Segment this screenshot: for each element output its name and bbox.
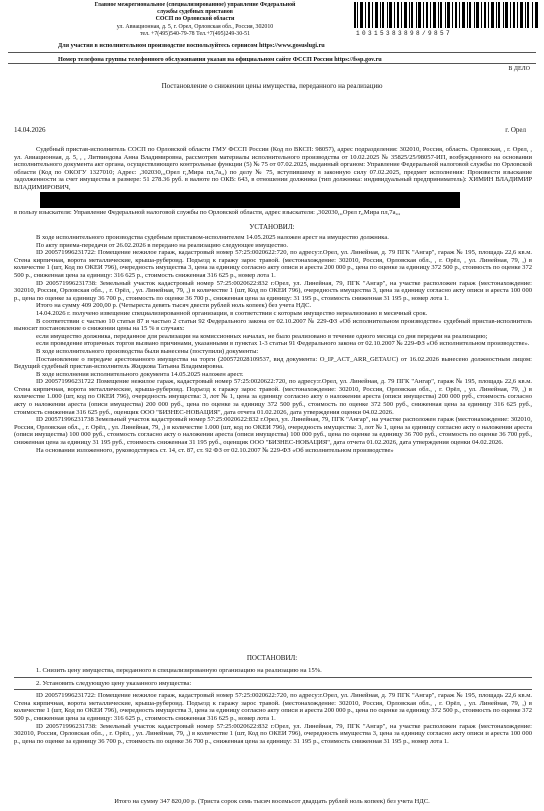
resolved-section xyxy=(14,667,532,745)
divider xyxy=(14,689,532,690)
resolution-item: 2. Установить следующую цену указанного имущества: xyxy=(36,679,192,687)
resolution-item: 1. Снизить цену имущества, переданного в специализированную организацию на реализацию на 15%. xyxy=(36,667,322,674)
barcode-number: 10315383898/9857 xyxy=(356,30,453,37)
agency-name-line1: Главное межрегиональное (специализированное) управление Федеральной xyxy=(94,2,296,8)
document-date: 14.04.2026 xyxy=(14,126,46,134)
agency-header xyxy=(40,2,350,38)
paragraph: В ходе исполнительного производства были вынесены (поступили) документы: xyxy=(36,347,259,355)
agency-name-line2: службы судебных приставов xyxy=(157,9,233,16)
paragraph: ID 200571996231738: Земельный участок кадастровый номер 57:25:0020622:832 г.Орел, ул. Линейная, 79, ПГК "Ангар", на участке расположен гараж (местонахождение: 302010, Россия, Орловская обл., , г. Орёл, , ул. Линейная, 79, ,) в количестве 1 (шт, Код по ОКЕИ 796), очередность имущества 3, цена за единицу согласно акту описи и ареста 100 000 р., цена по оценке за единицу 36 700 р., стоимость по оценке 36 700 р., сниженная цена за единицу: 31 195 р., стоимость сниженная 31 195 р., номер лота 1. xyxy=(14,279,532,302)
total-summary: Итого на сумму 347 820,00 р. (Триста сорок семь тысяч восемьсот двадцать рублей ноль копеек) без учета НДС. xyxy=(114,798,430,805)
divider xyxy=(8,52,536,53)
resolved-heading: ПОСТАНОВИЛ: xyxy=(246,654,298,662)
paragraph: Итого на сумму 409 200,00 р. (Четыреста девять тысяч двести рублей ноль копеек) без учета НДС. xyxy=(36,302,312,310)
case-file-mark: В ДЕЛО xyxy=(508,66,530,72)
intro-paragraph-cont: в пользу взыскателя: Управление Федеральной налоговой службы по Орловской области, адрес взыскателя: ,302030,,,Орел г,,Мира пл,7а,,, xyxy=(14,208,401,216)
paragraph: По акту приема-передачи от 26.02.2026 в передано на реализацию следующее имущество. xyxy=(36,241,289,249)
paragraph: В ходе исполнительного производства судебным приставом-исполнителем 14.05.2025 наложен арест на имущество должника. xyxy=(36,234,389,241)
intro-paragraph: Судебный пристав-исполнитель СОСП по Орловской области ГМУ ФССП России (Код по ВКСП: 98057), адрес подразделения: 302010, Россия, область. Орловская, , г. Орел, , ул. Авиационная, д. 5, , , Литвиндова Анна Владимировна, рассмотрев материалы исполнительного производства от 10.02.2025 № 35825/25/98057-ИП, возбужденного на основании исполнительного документа акт органа, осуществляющего контрольные функции (5) № 75 от 07.02.2025, выданный органом: Управление Федеральной налоговой службы по Орловской области (Код по ОКОГУ 1327010; Адрес: ,302030,,,Орел г,,Мира пл,7а,,) по делу № 75, вступившему в законную силу 07.02.2025, предмет исполнения: Произвести взыскание задолженности за счет имущества в размере: 51 278.36 руб. в валюте по ОКВ: 643, в отношении должника (тип должника: индивидуальный предприниматель): ХИМИН ВЛАДИМИР ВЛАДИМИРОВИЧ, xyxy=(14,146,532,191)
established-heading: УСТАНОВИЛ: xyxy=(249,223,295,231)
paragraph: На основании изложенного, руководствуясь ст. 14, ст. 87, ст. 92 ФЗ от 02.10.2007 № 229-ФЗ «Об исполнительном производстве» xyxy=(36,446,394,454)
paragraph: В ходе исполнения исполнительного документа 14.05.2025 наложен арест. xyxy=(36,370,244,378)
fssp-phone-notice: Номер телефона группы телефонного обслуживания указан на официальном сайте ФССП России https://fssp.gov.ru xyxy=(58,56,382,63)
established-section xyxy=(14,234,532,454)
agency-address: ул. Авиационная, д. 5, г. Орел, Орловская обл., Россия, 302010 xyxy=(116,23,274,30)
resolution-item: ID 200571996231738: Земельный участок кадастровый номер 57:25:0020622:832 г.Орел, ул. Линейная, 79, ПГК "Ангар", на участке расположен гараж (местонахождение: 302010, Россия, Орловская обл., , г. Орёл, , ул. Линейная, 79, ,) в количестве 1 (шт, Код по ОКЕИ 796), очередность имущества 3, цена за единицу согласно акту описи и ареста 100 000 р., цена по оценке за единицу 36 700 р., стоимость по оценке 36 700 р., сниженная цена за единицу: 31 195 р., стоимость сниженная 31 195 р., номер лота 1. xyxy=(14,722,532,745)
paragraph: В соответствии с частью 10 статьи 87 и частью 2 статьи 92 Федерального закона от 02.10.2007 № 229-ФЗ «Об исполнительном производстве» судебный пристав-исполнитель выносит постановление о снижении цены на 15 % в случаях: xyxy=(14,317,532,333)
divider xyxy=(8,63,536,64)
resolution-item: ID 200571996231722: Помещение нежилое гараж, кадастровый номер 57:25:0020622:720, по адресу:г.Орел, ул. Линейная, д. 79 ПГК "Ангар", гараж № 195, площадь 22,6 кв.м. Стена кирпичная, ворота металлические, крыша-рубероид. Подъезд к гаражу зарос травой. (местонахождение: 302010, Россия, Орловская обл., , г. Орёл, , ул. Линейная, 79, ,) в количестве 1 (шт, Код по ОКЕИ 796), очередность имущества 3, цена за единицу согласно акту описи и ареста 200 000 р., цена по оценке за единицу 372 500 р., стоимость по оценке 372 500 р., сниженная цена за единицу: 316 625 р., стоимость сниженная 316 625 р., номер лота 1. xyxy=(14,692,532,722)
document-city: г. Орел xyxy=(505,126,526,134)
paragraph: ID 200571996231722 Помещение нежилое гараж, кадастровый номер 57:25:0020622:720, по адресу:г.Орел, ул. Линейная, д. 79 ПГК "Ангар", гараж № 195, площадь 22,6 кв.м. Стена кирпичная, ворота металлические, крыша-рубероид. Подъезд к гаражу зарос травой. (местонахождение: 302010, Россия, Орловская обл., , г. Орёл, , ул. Линейная, 79, ,) в количестве 1.000 (шт, код по ОКЕИ 796), очередность имущества: 3, лот № 1, цена за единицу согласно акту о наложении ареста (описи имущества) 200 000 руб., стоимость согласно акту о наложении ареста (описи имущества) 200 000 руб., цена по оценке за единицу 372 500 руб., стоимость по оценке 372 500 руб., сниженная цена за единицу 316 625 руб., стоимость сниженная 316 625 руб., оценщик ООО "БИЗНЕС-НОВАЦИЯ", дата отчета 01.02.2026, дата утверждения оценки 04.02.2026. xyxy=(14,378,532,416)
paragraph: если проведение вторичных торгов вызвано причинами, указанными в пунктах 1-3 статьи 91 Федерального закона от 02.10.2007 № 229-ФЗ «Об исполнительном производстве». xyxy=(36,340,530,348)
agency-name-line3: СОСП по Орловской области xyxy=(155,16,235,23)
redaction-block xyxy=(40,192,460,208)
divider xyxy=(14,677,532,678)
document-title: Постановление о снижении цены имущества, переданного на реализацию xyxy=(161,82,383,90)
paragraph: Постановление о передаче арестованного имущества на торги (200572028109537, вид документа: O_IP_ACT_ARR_GETAUC) от 16.02.2026 вынесено должностным лицом: Ведущий судебный пристав-исполнитель Жидкова Татьяна Владимировна. xyxy=(14,355,532,371)
paragraph: 14.04.2026 г. получено извещение специализированной организации, в соответствии с которым имущество нереализовано в месячный срок. xyxy=(36,309,428,317)
barcode-image xyxy=(354,2,539,28)
agency-phone: тел. +7(495)540-79-78 Тел.+7(495)249-30-51 xyxy=(139,30,251,37)
paragraph: ID 200571996231738 Земельный участок кадастровый номер 57:25:0020622:832 г.Орел, ул. Линейная, 79, ПГК "Ангар", на участке расположен гараж (местонахождение: 302010, Россия, Орловская обл., , г. Орёл, , ул. Линейная, 79, ,) в количестве 1.000 (шт, код по ОКЕИ 796), очередность имущества: 3, лот № 1, цена за единицу согласно акту о наложении ареста (описи имущества) 100 000 руб., стоимость согласно акту о наложении ареста (описи имущества) 100 000 руб., цена по оценке за единицу 36 700 руб., стоимость по оценке 36 700 руб., сниженная цена за единицу 31 195 руб., стоимость сниженная 31 195 руб., оценщик ООО "БИЗНЕС-НОВАЦИЯ", дата отчета 01.02.2026, дата утверждения оценки 04.02.2026. xyxy=(14,416,532,447)
gosuslugi-notice: Для участия в исполнительном производстве воспользуйтесь сервисом https://www.gosuslugi.ru xyxy=(58,42,325,49)
paragraph: если имущество должника, переданное для реализации на комиссионных началах, не было реализовано в течение одного месяца со дня передачи на реализацию; xyxy=(36,332,488,340)
paragraph: ID 200571996231722: Помещение нежилое гараж, кадастровый номер 57:25:0020622:720, по адресу:г.Орел, ул. Линейная, д. 79 ПГК "Ангар", гараж № 195, площадь 22,6 кв.м. Стена кирпичная, ворота металлические, крыша-рубероид. Подъезд к гаражу зарос травой. (местонахождение: 302010, Россия, Орловская обл., , г. Орёл, , ул. Линейная, 79, ,) в количестве 1 (шт, Код по ОКЕИ 796), очередность имущества 3, цена за единицу согласно акту описи и ареста 200 000 р., цена по оценке за единицу 372 500 р., стоимость по оценке 372 500 р., сниженная цена за единицу: 316 625 р., стоимость сниженная 316 625 р., номер лота 1. xyxy=(14,249,532,279)
